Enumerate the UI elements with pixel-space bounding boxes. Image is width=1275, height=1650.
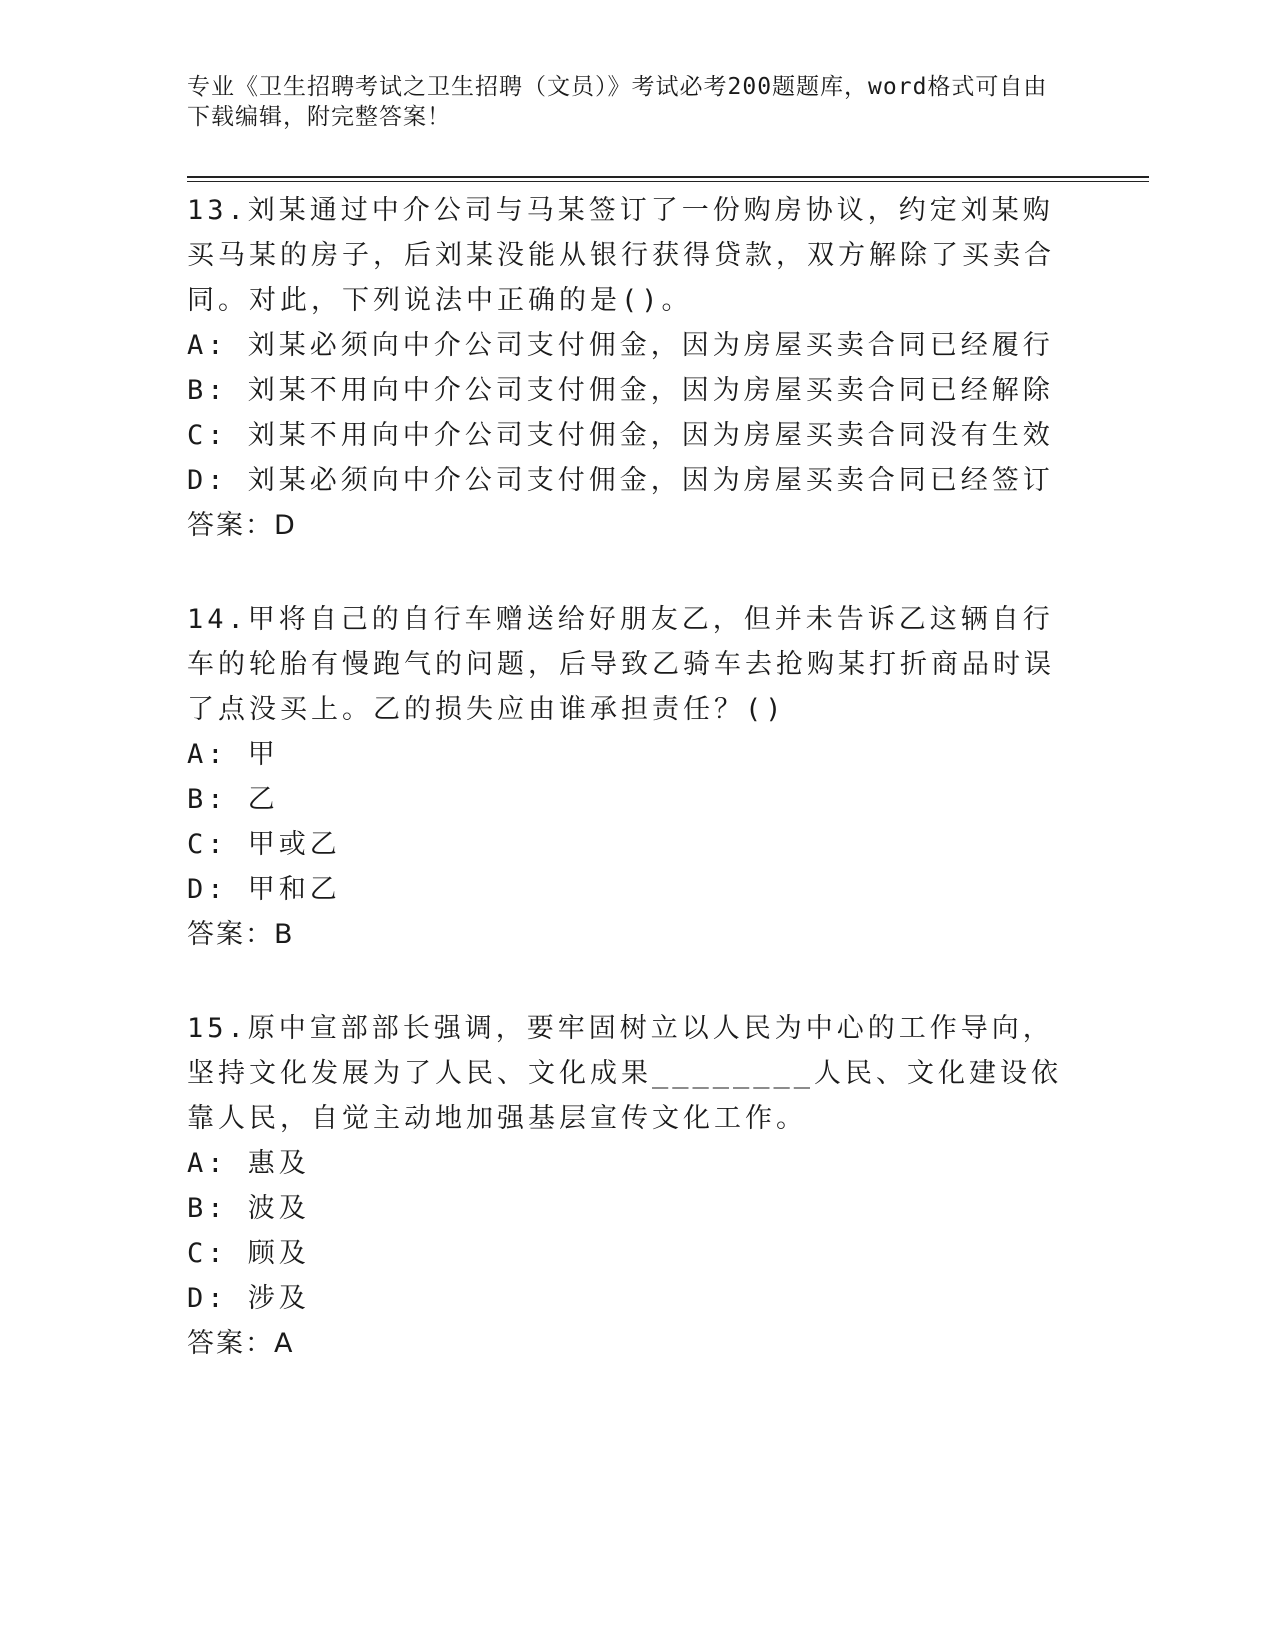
option-a: A: 惠及 (187, 1148, 310, 1179)
question-block (187, 188, 1077, 548)
option-a: A: 刘某必须向中介公司支付佣金，因为房屋买卖合同已经履行 (187, 330, 1054, 361)
answer-label: 答案：A (187, 1328, 295, 1359)
option-b: B: 波及 (187, 1193, 310, 1224)
answer-label: 答案：B (187, 919, 295, 950)
option-a: A: 甲 (187, 739, 279, 770)
option-c: C: 顾及 (187, 1238, 310, 1269)
answer-label: 答案：D (187, 510, 297, 541)
option-b: B: 乙 (187, 784, 279, 815)
option-b: B: 刘某不用向中介公司支付佣金，因为房屋买卖合同已经解除 (187, 375, 1054, 406)
question-text: 13.刘某通过中介公司与马某签订了一份购房协议，约定刘某购买马某的房子，后刘某没能从银行获得贷款，双方解除了买卖合同。对此，下列说法中正确的是()。 (187, 195, 1055, 316)
option-d: D: 刘某必须向中介公司支付佣金，因为房屋买卖合同已经签订 (187, 465, 1054, 496)
option-d: D: 涉及 (187, 1283, 310, 1314)
option-c: C: 刘某不用向中介公司支付佣金，因为房屋买卖合同没有生效 (187, 420, 1054, 451)
header-divider-thin (187, 181, 1149, 182)
document-header: 专业《卫生招聘考试之卫生招聘（文员）》考试必考200题题库，word格式可自由下载编辑，附完整答案！ (187, 74, 1048, 130)
header-divider (187, 176, 1149, 178)
question-block (187, 597, 1077, 957)
question-block (187, 1006, 1077, 1366)
question-text: 14.甲将自己的自行车赠送给好朋友乙，但并未告诉乙这辆自行车的轮胎有慢跑气的问题，后导致乙骑车去抢购某打折商品时误了点没买上。乙的损失应由谁承担责任？() (187, 604, 1055, 725)
question-text: 15.原中宣部部长强调，要牢固树立以人民为中心的工作导向，坚持文化发展为了人民、文化成果________人民、文化建设依靠人民，自觉主动地加强基层宣传文化工作。 (187, 1013, 1063, 1134)
option-c: C: 甲或乙 (187, 829, 341, 860)
option-d: D: 甲和乙 (187, 874, 341, 905)
